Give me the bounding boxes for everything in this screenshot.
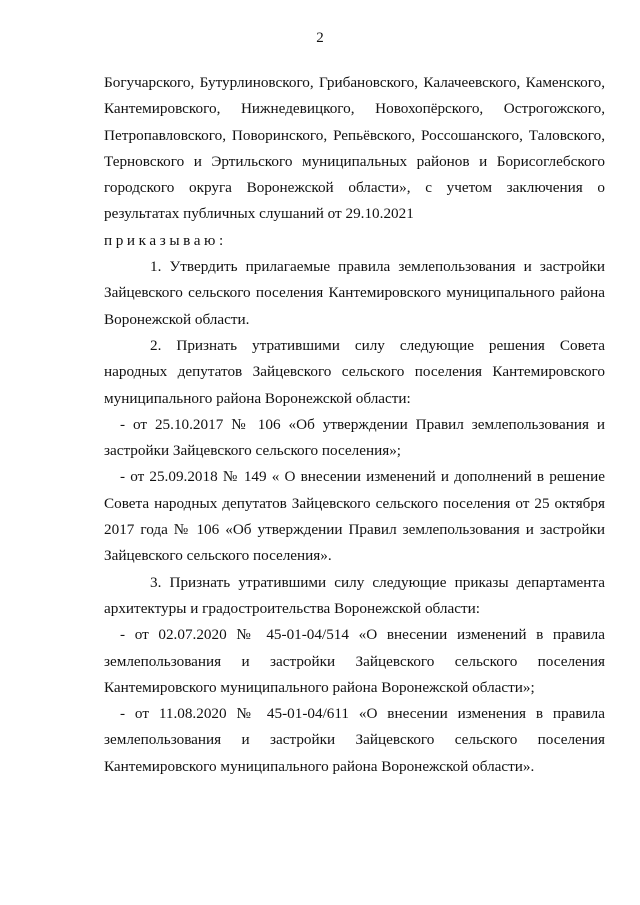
text-line: Терновского и Эртильского муниципальных районов и Борисоглебского (104, 152, 605, 170)
text-line: городского округа Воронежской области», с учетом заключения о (104, 179, 605, 197)
text-line: Воронежской области. (104, 310, 250, 328)
text-line: Кантемировского муниципального района Воронежской области». (104, 757, 535, 775)
text-line: 1. Утвердить прилагаемые правила землепользования и застройки (150, 258, 605, 276)
text-line: Кантемировского, Нижнедевицкого, Новохопёрского, Острогожского, (104, 100, 605, 118)
text-line: 2. Признать утратившими силу следующие решения Совета (150, 336, 605, 354)
text-line: Петропавловского, Поворинского, Репьёвского, Россошанского, Таловского, (104, 126, 605, 144)
text-line: результатах публичных слушаний от 29.10.2021 (104, 205, 414, 223)
text-line: Богучарского, Бутурлиновского, Грибановского, Калачеевского, Каменского, (104, 74, 605, 91)
text-line: Совета народных депутатов Зайцевского сельского поселения от 25 октября (104, 494, 605, 512)
text-line: архитектуры и градостроительства Воронежской области: (104, 599, 480, 617)
text-line: 3. Признать утратившими силу следующие приказы департамента (150, 573, 605, 591)
text-line: землепользования и застройки Зайцевского сельского поселения (104, 731, 605, 749)
text-line: землепользования и застройки Зайцевского сельского поселения (104, 652, 605, 670)
text-line: - от 25.09.2018 № 149 « О внесении изменений и дополнений в решение (120, 468, 605, 486)
text-line: Зайцевского сельского поселения». (104, 547, 332, 565)
text-line: муниципального района Воронежской области: (104, 389, 411, 407)
text-line: Зайцевского сельского поселения Кантемировского муниципального района (104, 284, 605, 302)
text-line: - от 11.08.2020 № 45-01-04/611 «О внесении изменения в правила (120, 705, 605, 723)
text-line: - от 02.07.2020 № 45-01-04/514 «О внесении изменений в правила (120, 626, 605, 644)
order-word: приказываю: (104, 231, 227, 249)
text-line: народных депутатов Зайцевского сельского поселения Кантемировского (104, 363, 605, 381)
text-line: застройки Зайцевского сельского поселения»; (104, 442, 402, 460)
text-line: - от 25.10.2017 № 106 «Об утверждении Правил землепользования и (120, 415, 605, 433)
document-body (104, 70, 605, 780)
text-line: Кантемировского муниципального района Воронежской области»; (104, 678, 535, 696)
page-number: 2 (316, 30, 324, 46)
text-line: 2017 года № 106 «Об утверждении Правил землепользования и застройки (104, 521, 605, 539)
